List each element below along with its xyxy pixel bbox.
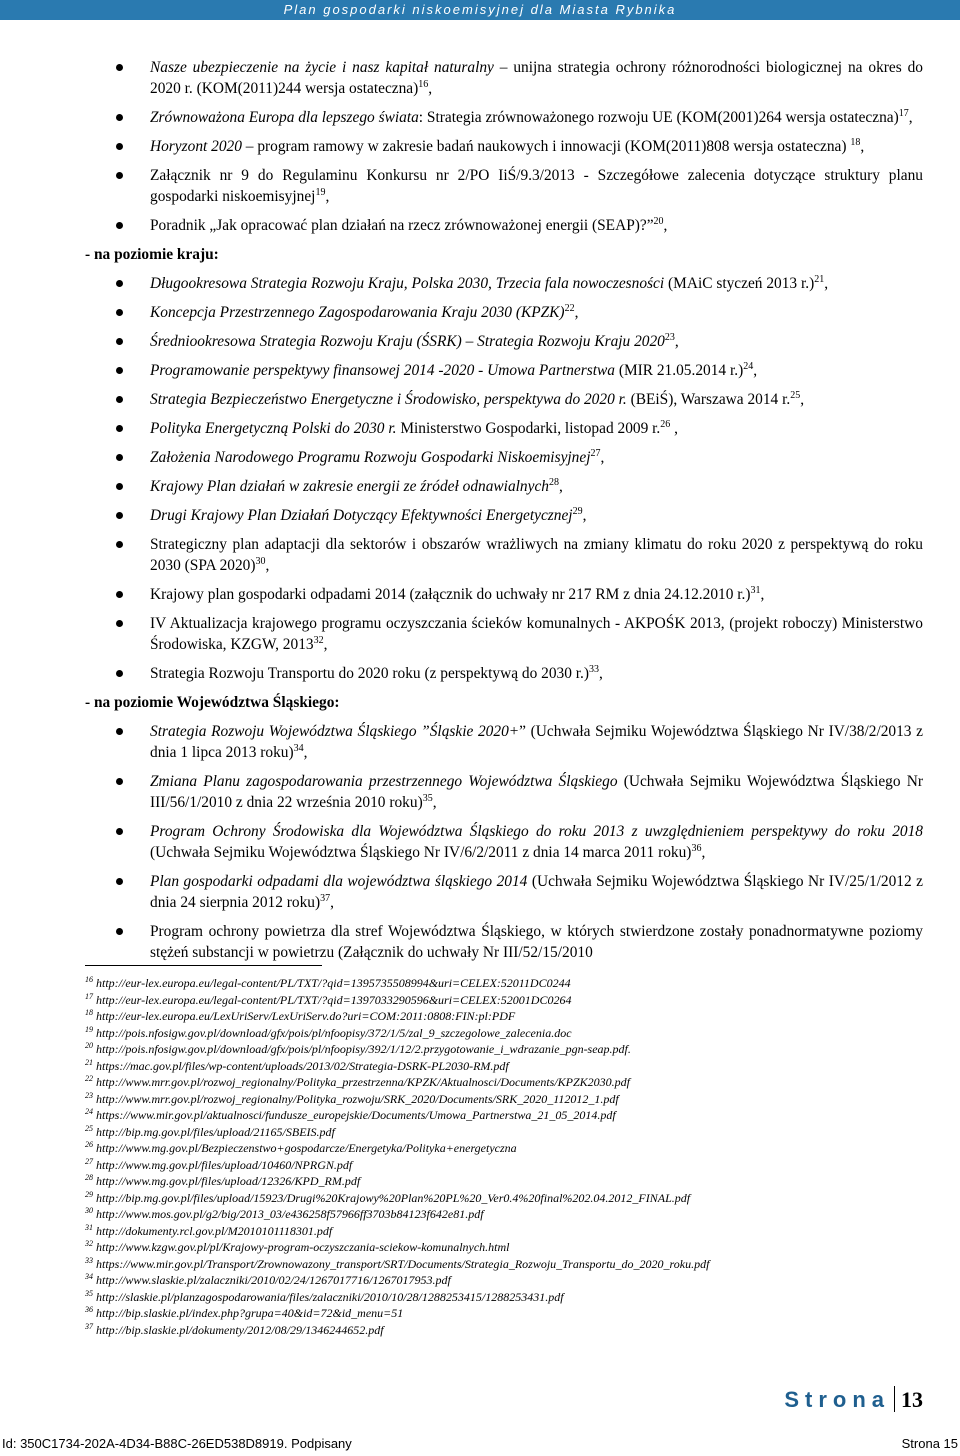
footnote [85,1124,945,1141]
footnote [85,975,945,992]
footnote-number: 20 [85,1041,93,1050]
item-text: (MIR 21.05.2014 r.) [614,362,744,379]
item-text: , [330,894,334,911]
item-text: , [323,636,328,653]
footnote-number: 25 [85,1123,93,1133]
document-title-text: Średniookresowa Strategia Rozwoju Kraju (ŚSRK) – Strategia Rozwoju Kraju 2020 [150,333,665,350]
footnote-number: 27 [85,1156,93,1166]
footnote-link[interactable]: http://www.mg.gov.pl/files/upload/12326/KPD_RM.pdf [96,1174,361,1188]
footnote-number: 16 [85,975,93,984]
item-text: : Strategia zrównoważonego rozwoju UE (KOM(2001)264 wersja ostateczna) [418,109,899,126]
item-text: Krajowy plan gospodarki odpadami 2014 (załącznik do uchwały nr 217 RM z dnia 24.12.2010 r.) [150,586,751,603]
list-item [85,331,923,352]
bullet-list [85,273,923,684]
footnote-reference: 34 [293,742,304,754]
list-item [85,215,923,236]
list-item [85,389,923,410]
list-item [85,534,923,576]
list-item [85,821,923,863]
item-text: , [663,217,668,234]
pdf-page-number: Strona 15 [901,1436,958,1451]
item-text: , [753,362,758,379]
footnote [85,1305,945,1322]
document-id: Id: 350C1734-202A-4D34-B88C-26ED538D8919. Podpisany [2,1436,352,1451]
document-title-text: Strategia Bezpieczeństwo Energetyczne i Środowisko, perspektywa do 2020 r. [150,391,627,408]
footnote-reference: 21 [814,273,825,285]
document-title-text: Zmiana Planu zagospodarowania przestrzennego Województwa Śląskiego [150,773,618,790]
item-text: , [760,586,765,603]
item-text: (Uchwała Sejmiku Województwa Śląskiego Nr IV/6/2/2011 z dnia 14 marca 2011 roku) [150,844,692,861]
footnote [85,1041,945,1058]
footnote [85,1190,945,1207]
item-text: , [265,557,270,574]
footnote [85,1239,945,1256]
footnote [85,1025,945,1042]
footnote-link[interactable]: https://mac.gov.pl/files/wp-content/uploads/2013/02/Strategia-DSRK-PL2030-RM.pdf [96,1058,509,1073]
footnotes [85,975,945,1338]
item-text: Strategia Rozwoju Transportu do 2020 roku (z perspektywą do 2030 r.) [150,665,590,682]
footnote [85,1091,945,1108]
page-label-divider [894,1386,895,1412]
document-title-text: Nasze ubezpieczenie na życie i nasz kapitał naturalny – [150,59,514,76]
footnote-reference: 28 [548,476,559,488]
item-text: , [674,333,679,350]
footnote-number: 35 [85,1288,93,1298]
footnote-link[interactable]: http://eur-lex.europa.eu/legal-content/PL/TXT/?qid=1395735508994&uri=CELEX:52011DC0244 [96,976,571,990]
footnote-number: 22 [85,1074,93,1083]
footnote-number: 32 [85,1239,93,1248]
footnote [85,1107,945,1124]
footnote-link[interactable]: http://slaskie.pl/planzagospodarowania/files/zalaczniki/2010/10/28/1288253415/1288253431.pdf [96,1289,564,1304]
footnote-reference: 17 [898,107,909,119]
document-title-text: Program Ochrony Środowiska dla Województwa Śląskiego do roku 2013 z uwzględnieniem perspektywy do roku 2018 [150,823,923,840]
item-text: , [303,744,308,761]
footnote-link[interactable]: http://www.kzgw.gov.pl/pl/Krajowy-program-oczyszczania-sciekow-komunalnych.html [96,1240,510,1254]
list-item [85,771,923,813]
list-item [85,57,923,99]
item-text: , [860,138,865,155]
section-heading: - na poziomie kraju: [85,246,219,263]
item-text: Program ochrony powietrza dla stref Województwa Śląskiego, w których stwierdzone zostały ponadnormatywne poziomy stężeń substancji w powietrzu (Załącznik do uchwały Nr III/52/15/2010 [150,923,923,961]
footnote-link[interactable]: https://www.mir.gov.pl/aktualnosci/fundusze_europejskie/Documents/Umowa_Partnerstwa_21_05_2014.pdf [96,1108,616,1122]
item-text: Poradnik „Jak opracować plan działań na rzecz zrównoważonej energii (SEAP)?” [150,217,654,234]
item-text: – program ramowy w zakresie badań naukowych i innowacji (KOM(2011)808 wersja ostateczna) [241,138,851,155]
list-item [85,871,923,913]
footnote [85,992,945,1009]
item-text: , [574,304,579,321]
footnote-link[interactable]: http://bip.slaskie.pl/dokumenty/2012/08/29/1346244652.pdf [96,1322,384,1337]
footnote-link[interactable]: http://bip.mg.gov.pl/files/upload/15923/Drugi%20Krajowy%20Plan%20PL%20_Ver0.4%20final%202.04.2012_FINAL.pdf [96,1190,691,1205]
document-title-text: Polityka Energetyczną Polski do 2030 r. [150,420,397,437]
footnote-reference: 37 [320,892,331,904]
item-text: (BEiŚ), Warszawa 2014 r. [626,391,791,408]
footnote-number: 21 [85,1057,93,1067]
item-text: , [582,507,587,524]
footnote-reference: 27 [590,447,601,459]
footnote-number: 31 [85,1222,93,1232]
footnote-reference: 29 [572,505,583,517]
footnote-link[interactable]: http://www.mrr.gov.pl/rozwoj_regionalny/Polityka_rozwoju/SRK_2020/Documents/SRK_2020_112012_1.pdf [96,1091,619,1106]
list-item [85,302,923,323]
list-item [85,418,923,439]
footnote-link[interactable]: https://www.mir.gov.pl/Transport/Zrownowazony_transport/SRT/Documents/Strategia_Rozwoju_Transportu_do_2020_roku.pdf [96,1256,710,1271]
document-footer [0,1436,960,1456]
page-number: 13 [901,1387,923,1412]
document-title-text: Założenia Narodowego Programu Rozwoju Gospodarki Niskoemisyjnej [150,449,591,466]
document-header [0,0,960,20]
footnote-link[interactable]: http://eur-lex.europa.eu/legal-content/PL/TXT/?qid=1397033290596&uri=CELEX:52001DC0264 [96,992,572,1007]
footnote-number: 19 [85,1024,93,1034]
item-text: , [701,844,706,861]
document-title-text: Długookresowa Strategia Rozwoju Kraju, Polska 2030, Trzecia fala nowoczesności [150,275,665,292]
footnote [85,1140,945,1157]
footnote [85,1074,945,1091]
item-text: unijna strategia ochrony różnorodności biologicznej na okres do 2020 r. (KOM(2011)244 wersja ostateczna) [150,59,924,97]
footnote-reference: 35 [422,792,433,804]
footnote-reference: 22 [564,302,575,314]
footnote-reference: 18 [850,136,861,148]
footnote [85,1008,945,1025]
footnote-number: 29 [85,1189,93,1199]
footnote-reference: 30 [255,555,266,567]
footnote [85,1289,945,1306]
document-title-text: Strategia Rozwoju Województwa Śląskiego ”Śląskie 2020+ [150,723,520,740]
footnote-reference: 23 [664,331,675,343]
footnote-link[interactable]: http://pois.nfosigw.gov.pl/download/gfx/pois/pl/nfoopisy/372/1/5/zal_9_szczegolowe_zalecenia.doc [96,1025,572,1040]
list-item [85,584,923,605]
footnote-reference: 24 [743,360,754,372]
footnote [85,1058,945,1075]
list-item [85,476,923,497]
item-text: IV Aktualizacja krajowego programu oczyszczania ścieków komunalnych - AKPOŚK 2013, (projekt roboczy) Ministerstwo Środowiska, KZGW, 2013 [150,615,923,653]
item-text: , [908,109,913,126]
item-text: , [325,188,330,205]
footnote-reference: 20 [653,215,664,227]
page-number-label [784,1386,923,1413]
footnote-reference: 31 [750,584,761,596]
footnote-link[interactable]: http://eur-lex.europa.eu/LexUriServ/LexUriServ.do?uri=COM:2011:0808:FIN:pl:PDF [96,1009,516,1023]
document-title-text: Plan gospodarki odpadami dla województwa śląskiego 2014 [150,873,528,890]
item-text: , [670,420,678,437]
main-content [85,57,923,971]
footnote [85,1256,945,1273]
footnote-separator [85,965,322,966]
footnote-link[interactable]: http://www.slaskie.pl/zalaczniki/2010/02/24/1267017716/1267017953.pdf [96,1273,451,1287]
item-text: (Uchwała Sejmiku Województwa Śląskiego Nr III/56/1/2010 z dnia 22 września 2010 roku) [150,773,923,811]
item-text: , [800,391,805,408]
item-text: Ministerstwo Gospodarki, listopad 2009 r. [396,420,661,437]
footnote-reference: 19 [315,186,326,198]
footnote-number: 36 [85,1305,93,1314]
footnote-reference: 16 [418,78,429,90]
footnote-number: 30 [85,1206,93,1215]
footnote [85,1223,945,1240]
footnote-link[interactable]: http://www.mg.gov.pl/files/upload/10460/NPRGN.pdf [96,1157,353,1172]
footnote-number: 34 [85,1272,93,1281]
footnote-link[interactable]: http://www.mrr.gov.pl/rozwoj_regionalny/Polityka_przestrzenna/KPZK/Aktualnosci/Documents/KPZK2030.pdf [96,1075,630,1089]
item-text: (MAiC styczeń 2013 r.) [664,275,815,292]
footnote-number: 23 [85,1090,93,1100]
footnote-link[interactable]: http://www.mos.gov.pl/g2/big/2013_03/e436258f57966ff3703b84123f642e81.pdf [96,1207,484,1221]
bullet-list [85,57,923,236]
item-text: , [599,665,603,682]
footnote-number: 17 [85,991,93,1001]
footnote [85,1173,945,1190]
list-item [85,273,923,294]
page-label-text: Strona [784,1387,890,1412]
list-item [85,136,923,157]
document-title-text: Horyzont 2020 [150,138,242,155]
header-title: Plan gospodarki niskoemisyjnej dla Miasta Rybnika [283,2,677,17]
footnote-reference: 26 [660,418,671,430]
list-item [85,360,923,381]
document-title-text: Programowanie perspektywy finansowej 2014 -2020 - Umowa Partnerstwa [150,362,615,379]
section-heading: - na poziomie Województwa Śląskiego: [85,694,340,711]
footnote-reference: 32 [313,634,324,646]
footnote-number: 26 [85,1140,93,1149]
footnote-reference: 25 [790,389,801,401]
item-text: , [428,80,433,97]
item-text: , [824,275,829,292]
item-text: (Uchwała Sejmiku Województwa Śląskiego Nr IV/25/1/2012 z dnia 24 sierpnia 2012 roku) [150,873,923,911]
item-text: , [558,478,563,495]
document-title-text: Drugi Krajowy Plan Działań Dotyczący Efektywności Energetycznej [150,507,573,524]
item-text: Strategiczny plan adaptacji dla sektorów i obszarów wrażliwych na zmiany klimatu do roku 2020 z perspektywą do roku 2030 (SPA 2020) [150,536,923,574]
document-title-text: Koncepcja Przestrzennego Zagospodarowania Kraju 2030 (KPZK) [150,304,565,321]
footnote-reference: 33 [589,663,600,675]
footnote [85,1157,945,1174]
footnote-number: 37 [85,1321,93,1331]
footnote-link[interactable]: http://pois.nfosigw.gov.pl/download/gfx/pois/pl/nfoopisy/392/1/12/2.przygotowanie_i_wdrazanie_pgn-seap.pdf. [96,1042,631,1056]
list-item [85,613,923,655]
list-item [85,107,923,128]
list-item [85,505,923,526]
footnote-link[interactable]: http://www.mg.gov.pl/Bezpieczenstwo+gospodarcze/Energetyka/Polityka+energetyczna [96,1141,517,1155]
footnote-link[interactable]: http://dokumenty.rcl.gov.pl/M2010101118301.pdf [96,1223,333,1238]
item-text: , [600,449,605,466]
list-item [85,921,923,963]
footnote [85,1206,945,1223]
footnote-number: 28 [85,1173,93,1182]
list-item [85,447,923,468]
list-item [85,165,923,207]
footnote-link[interactable]: http://bip.mg.gov.pl/files/upload/21165/SBEIS.pdf [96,1124,335,1139]
document-title-text: Krajowy Plan działań w zakresie energii ze źródeł odnawialnych [150,478,549,495]
footnote-link[interactable]: http://bip.slaskie.pl/index.php?grupa=40&id=72&id_menu=51 [96,1306,404,1320]
document-title-text: Zrównoważona Europa dla lepszego świata [150,109,419,126]
footnote-number: 33 [85,1255,93,1265]
list-item [85,663,923,684]
footnote [85,1272,945,1289]
footnote-reference: 36 [691,842,702,854]
bullet-list [85,721,923,963]
footnote-number: 18 [85,1008,93,1017]
item-text: Załącznik nr 9 do Regulaminu Konkursu nr 2/PO IiŚ/9.3/2013 - Szczegółowe zalecenia dotyczące struktury planu gospodarki niskoemisyjnej [150,167,923,205]
footnote-number: 24 [85,1107,93,1116]
item-text: ” (Uchwała Sejmiku Województwa Śląskiego Nr IV/38/2/2013 z dnia 1 lipca 2013 roku) [150,723,923,761]
list-item [85,721,923,763]
item-text: , [432,794,437,811]
footnote [85,1322,945,1339]
